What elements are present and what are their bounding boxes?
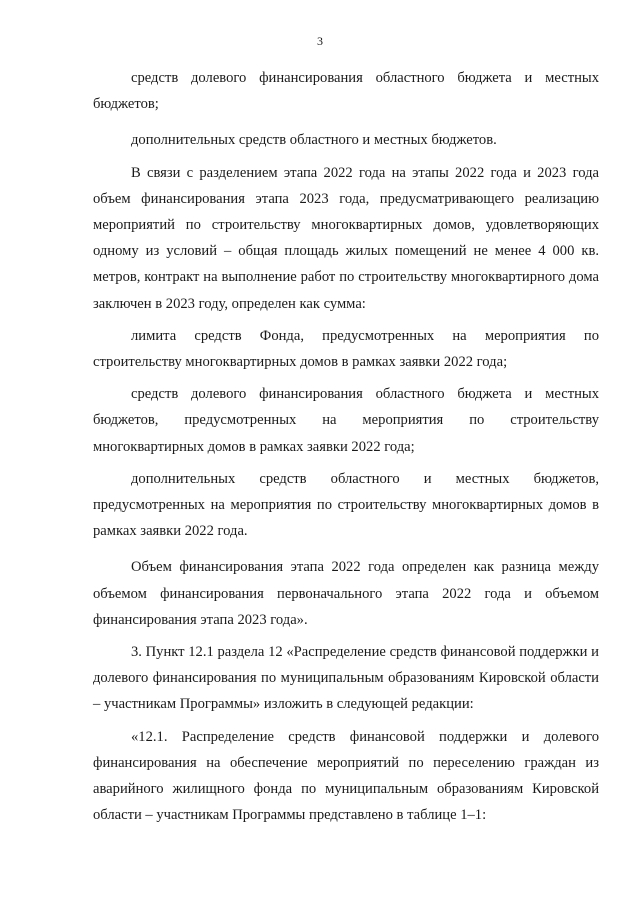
paragraph: В связи с разделением этапа 2022 года на этапы 2022 года и 2023 года объем финансирования этапа 2023 года, предусматривающего реализацию мероприятий по строительству многоквартирных домов, удовлетворяющих одному из условий – общая площадь жилых помещений не менее 4 000 кв. метров, контракт на выполнение работ по строительству многоквартирного дома заключен в 2023 году, определен как сумма: [93, 164, 599, 312]
paragraph: 3. Пункт 12.1 раздела 12 «Распределение средств финансовой поддержки и долевого финансирования по муниципальным образованиям Кировской области – участникам Программы» изложить в следующей редакции: [93, 644, 599, 713]
paragraph: «12.1. Распределение средств финансовой поддержки и долевого финансирования на обеспечение мероприятий по переселению граждан из аварийного жилищного фонда по муниципальным образованиям Кировской области – участникам Программы представлено в таблице 1–1: [93, 728, 599, 824]
paragraph: средств долевого финансирования областного бюджета и местных бюджетов, предусмотренных на мероприятия по строительству многоквартирных домов в рамках заявки 2022 года; [93, 386, 599, 455]
paragraph: средств долевого финансирования областного бюджета и местных бюджетов; [93, 70, 599, 113]
document-body [93, 65, 599, 828]
page-number: 3 [317, 34, 323, 48]
paragraph: дополнительных средств областного и местных бюджетов. [131, 132, 497, 149]
paragraph: Объем финансирования этапа 2022 года определен как разница между объемом финансирования первоначального этапа 2022 года и объемом финансирования этапа 2023 года». [93, 559, 599, 628]
paragraph: дополнительных средств областного и местных бюджетов, предусмотренных на мероприятия по строительству многоквартирных домов в рамках заявки 2022 года. [93, 470, 599, 540]
paragraph: лимита средств Фонда, предусмотренных на мероприятия по строительству многоквартирных домов в рамках заявки 2022 года; [93, 327, 599, 371]
